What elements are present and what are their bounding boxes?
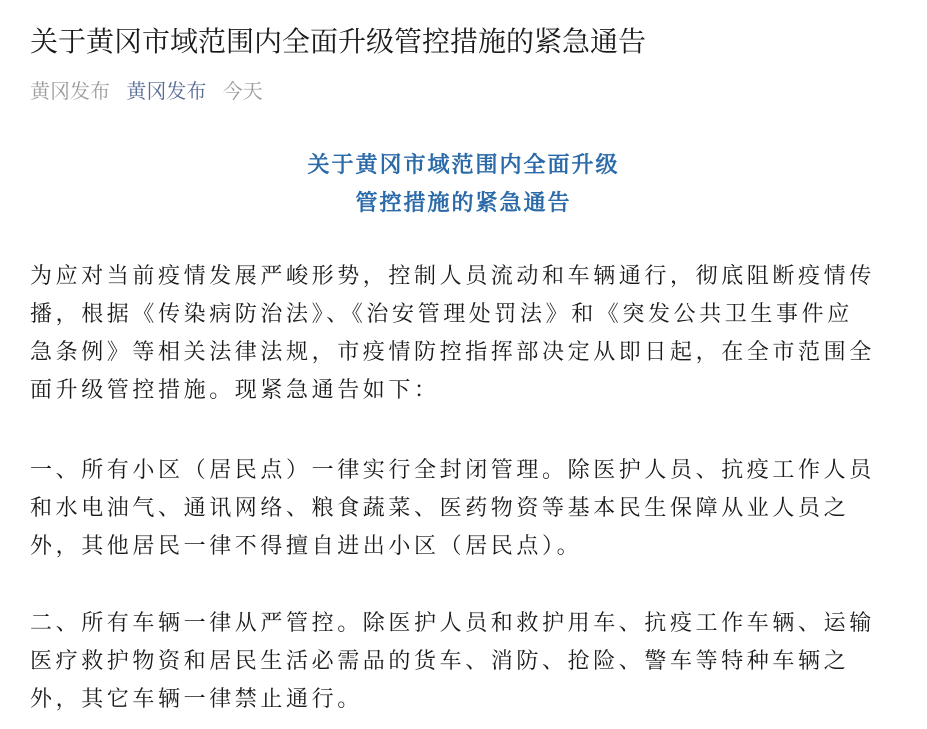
- paragraph-intro: [30, 258, 890, 410]
- paragraph-line: 为应对当前疫情发展严峻形势，控制人员流动和车辆通行，彻底阻断疫情传: [30, 264, 875, 289]
- paragraph-line: 二、所有车辆一律从严管控。除医护人员和救护用车、抗疫工作车辆、运输: [30, 611, 875, 636]
- notice-heading-line-2: 管控措施的紧急通告: [355, 191, 572, 216]
- publish-date: 今天: [222, 79, 263, 103]
- paragraph-line: 外，其他居民一律不得擅自进出小区（居民点）。: [30, 534, 583, 559]
- paragraph-item-1: [30, 452, 890, 566]
- notice-heading-line-1: 关于黄冈市域范围内全面升级: [307, 153, 620, 178]
- article-title: 关于黄冈市域范围内全面升级管控措施的紧急通告: [30, 25, 647, 58]
- paragraph-line: 急条例》等相关法律法规，市疫情防控指挥部决定从即日起，在全市范围全: [30, 340, 875, 365]
- author-name: 黄冈发布: [30, 79, 110, 103]
- account-link[interactable]: 黄冈发布: [126, 79, 207, 103]
- paragraph-line: 播，根据《传染病防治法》、《治安管理处罚法》和《突发公共卫生事件应: [30, 302, 853, 327]
- paragraph-line: 一、所有小区（居民点）一律实行全封闭管理。除医护人员、抗疫工作人员: [30, 458, 875, 483]
- article-meta: [30, 76, 273, 106]
- paragraph-line: 和水电油气、通讯网络、粮食蔬菜、医药物资等基本民生保障从业人员之: [30, 496, 850, 521]
- paragraph-line: 外，其它车辆一律禁止通行。: [30, 687, 363, 712]
- paragraph-line: 医疗救护物资和居民生活必需品的货车、消防、抢险、警车等特种车辆之: [30, 649, 850, 674]
- paragraph-line: 面升级管控措施。现紧急通告如下：: [30, 378, 440, 403]
- paragraph-item-2: [30, 605, 890, 719]
